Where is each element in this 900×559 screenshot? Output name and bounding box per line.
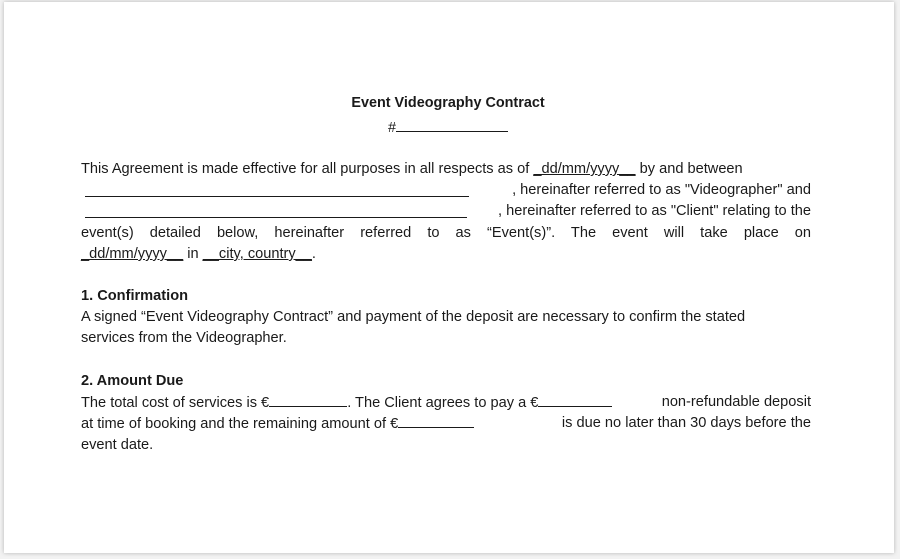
remaining-amount-blank[interactable]	[398, 413, 474, 428]
intro-text: , hereinafter referred to as "Videographer" and	[512, 182, 811, 198]
amount-due-line-2	[81, 413, 811, 434]
contract-number-blank[interactable]	[396, 117, 508, 132]
intro-text: in	[183, 246, 203, 262]
client-name-blank[interactable]	[85, 203, 467, 218]
intro-text: This Agreement is made effective for all purposes in all respects as of	[81, 161, 534, 177]
event-date-field[interactable]: _dd/mm/yyyy__	[81, 246, 184, 262]
intro-line-2	[81, 180, 811, 200]
amount-due-line-1	[81, 392, 811, 413]
section-amount-due-heading: 2. Amount Due	[81, 373, 184, 389]
videographer-name-blank[interactable]	[85, 182, 469, 197]
number-label: #	[387, 120, 396, 136]
amount-text: non-refundable deposit	[661, 394, 811, 410]
contract-number-line	[81, 117, 815, 136]
document-title: Event Videography Contract	[351, 95, 545, 111]
amount-text: The total cost of services is €	[81, 395, 270, 411]
intro-text: , hereinafter referred to as "Client" relating to the	[498, 203, 811, 219]
amount-due-line-3: event date.	[81, 437, 154, 453]
section-confirmation-heading: 1. Confirmation	[81, 288, 189, 304]
intro-text: .	[311, 246, 316, 262]
intro-line-4: event(s) detailed below, hereinafter referred to as “Event(s)”. The event will take place on	[81, 225, 811, 241]
effective-date-field[interactable]: _dd/mm/yyyy__	[533, 161, 636, 177]
section-confirmation-line-2: services from the Videographer.	[81, 330, 287, 346]
section-confirmation-line-1: A signed “Event Videography Contract” and payment of the deposit are necessary to confirm the stated	[81, 309, 746, 325]
intro-line-1	[81, 159, 811, 179]
intro-line-5	[81, 244, 811, 264]
amount-text: is due no later than 30 days before the	[561, 415, 811, 431]
document-page	[4, 2, 894, 553]
deposit-amount-blank[interactable]	[538, 392, 612, 407]
intro-line-3	[81, 201, 811, 221]
event-place-field[interactable]: __city, country__	[202, 246, 312, 262]
intro-text: by and between	[635, 161, 743, 177]
amount-text: . The Client agrees to pay a €	[347, 395, 539, 411]
total-cost-blank[interactable]	[269, 392, 347, 407]
amount-text: at time of booking and the remaining amount of €	[81, 416, 399, 432]
